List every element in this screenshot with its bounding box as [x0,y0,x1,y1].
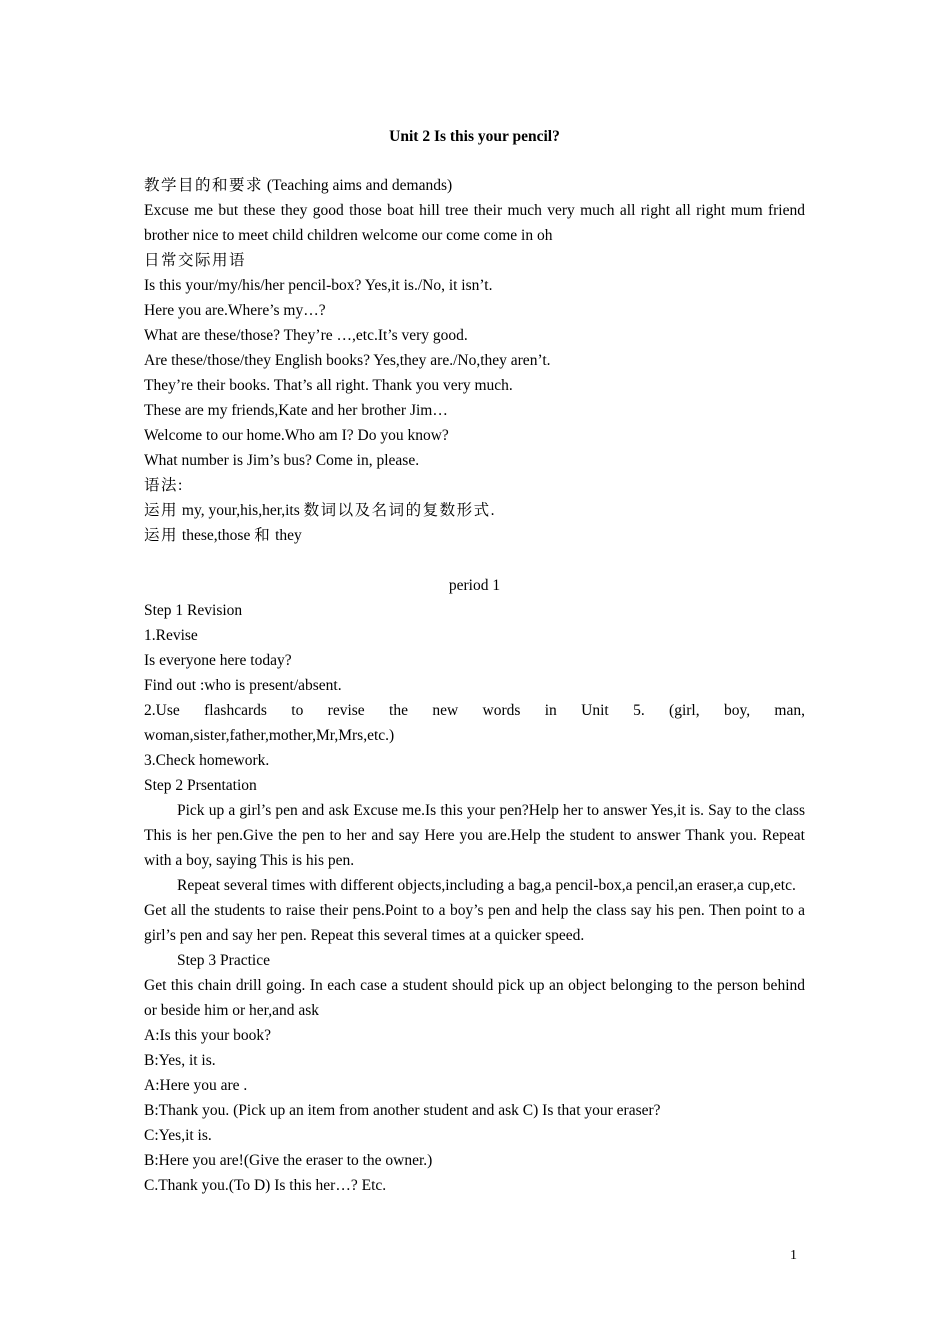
dialogue-line: C:Yes,it is. [144,1127,212,1144]
step2-heading: Step 2 Prsentation [144,777,257,794]
phrase-line: Here you are.Where’s my…? [144,302,326,319]
grammar-2-cn: 运用 [144,527,179,544]
spacer [144,548,805,573]
step2-paragraph-3: Get all the students to raise their pens.Point to a boy’s pen and help the class say his pen. Then point to a girl’s pen and say her pen. Repeat this several times at a quicker speed. [144,902,805,944]
step2-paragraph-2: Repeat several times with different objects,including a bag,a pencil-box,a pencil,an eraser,a cup,etc. [177,877,796,894]
grammar-line-2 [144,523,805,548]
vocabulary-paragraph: Excuse me but these they good those boat hill tree their much very much all right all right mum friend brother nice to meet child children welcome our come come in oh [144,202,805,244]
step2-paragraph-1: Pick up a girl’s pen and ask Excuse me.Is this your pen?Help her to answer Yes,it is. Say to the class This is her pen.Give the pen to her and say Here you are.Help the student to answer Thank you. Repeat with a boy, saying This is his pen. [144,802,805,869]
dialogue-line: A:Is this your book? [144,1027,272,1044]
step3-intro: Get this chain drill going. In each case a student should pick up an object belonging to the person behind or beside him or her,and ask [144,977,805,1019]
step3-heading: Step 3 Practice [177,952,270,969]
grammar-2-mid: 和 [254,527,272,544]
step1-question: Find out :who is present/absent. [144,677,342,694]
dialogue-line: A:Here you are . [144,1077,248,1094]
page-title: Unit 2 Is this your pencil? [389,128,560,145]
period-heading: period 1 [448,577,501,594]
aims-heading [144,173,805,198]
dialogue-line: B:Yes, it is. [144,1052,216,1069]
grammar-1-en: my, your,his,her,its [178,502,304,519]
phrase-line: Are these/those/they English books? Yes,they are./No,they aren’t. [144,352,551,369]
grammar-2-en: these,those [178,527,255,544]
phrase-line: They’re their books. That’s all right. Thank you very much. [144,377,513,394]
step1-item-1: 1.Revise [144,627,198,644]
phrase-line: Is this your/my/his/her pencil-box? Yes,it is./No, it isn’t. [144,277,493,294]
document-page [144,124,805,1198]
dialogue-line: B:Here you are!(Give the eraser to the owner.) [144,1152,433,1169]
phrases-heading: 日常交际用语 [144,252,247,269]
grammar-line-1 [144,498,805,523]
step1-question: Is everyone here today? [144,652,292,669]
dialogue-line: B:Thank you. (Pick up an item from another student and ask C) Is that your eraser? [144,1102,661,1119]
grammar-heading: 语法: [144,477,184,494]
step1-item-3: 3.Check homework. [144,752,270,769]
phrase-line: What are these/those? They’re …,etc.It’s very good. [144,327,468,344]
grammar-2-tail: they [271,527,302,544]
step1-heading: Step 1 Revision [144,602,243,619]
grammar-1-cn: 运用 [144,502,179,519]
phrase-line: These are my friends,Kate and her brother Jim… [144,402,448,419]
aims-heading-en: (Teaching aims and demands) [263,177,453,194]
grammar-1-tail: 数词以及名词的复数形式. [303,502,497,519]
phrase-line: What number is Jim’s bus? Come in, please. [144,452,420,469]
phrase-line: Welcome to our home.Who am I? Do you know? [144,427,449,444]
page-number: 1 [790,1248,797,1263]
aims-heading-cn: 教学目的和要求 [144,177,264,194]
step1-item-2: 2.Use flashcards to revise the new words in Unit 5. (girl, boy, man, woman,sister,father,mother,Mr,Mrs,etc.) [144,702,805,744]
dialogue-line: C.Thank you.(To D) Is this her…? Etc. [144,1177,387,1194]
